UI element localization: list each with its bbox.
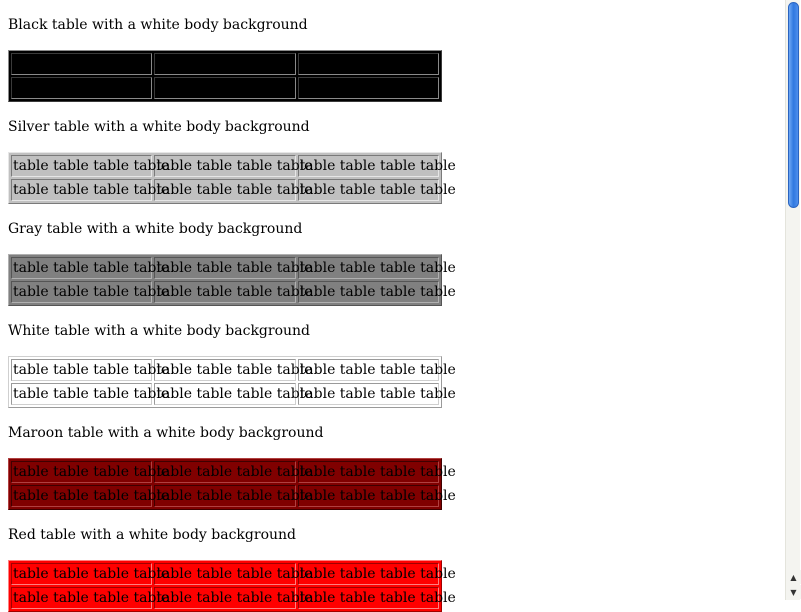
- section-label: Gray table with a white body background: [8, 221, 303, 237]
- table-cell: [298, 53, 439, 75]
- table-cell: table table table table: [11, 485, 152, 507]
- color-table: [8, 356, 456, 408]
- table-cell: table table table table: [154, 257, 295, 279]
- table-cell: table table table table: [154, 485, 295, 507]
- table-row: [11, 563, 439, 585]
- table-cell: [298, 77, 439, 99]
- table-row: [11, 179, 439, 201]
- table-cell: table table table table: [154, 179, 295, 201]
- section-label: Silver table with a white body background: [8, 119, 310, 135]
- table-row: [11, 257, 439, 279]
- table-cell: [11, 53, 152, 75]
- scroll-down-button[interactable]: [786, 585, 801, 599]
- table-row: [11, 383, 439, 405]
- table-cell: table table table table: [298, 383, 439, 405]
- table-cell: table table table table: [154, 383, 295, 405]
- table-row: [11, 281, 439, 303]
- table-cell: table table table table: [154, 281, 295, 303]
- table-cell: table table table table: [298, 461, 439, 483]
- table-row: [11, 155, 439, 177]
- page-content: [8, 0, 785, 612]
- table-row: [11, 77, 439, 99]
- table-cell: table table table table: [298, 359, 439, 381]
- table-cell: table table table table: [298, 155, 439, 177]
- table-row: [11, 359, 439, 381]
- table-cell: table table table table: [11, 461, 152, 483]
- table-cell: [154, 77, 295, 99]
- table-cell: table table table table: [11, 179, 152, 201]
- table-cell: table table table table: [11, 359, 152, 381]
- color-table: [8, 152, 456, 204]
- color-table: [8, 50, 442, 102]
- section-label: White table with a white body background: [8, 323, 311, 339]
- table-cell: table table table table: [11, 281, 152, 303]
- table-cell: table table table table: [11, 155, 152, 177]
- table-cell: table table table table: [154, 155, 295, 177]
- scroll-up-button[interactable]: [786, 570, 801, 584]
- table-cell: table table table table: [11, 563, 152, 585]
- table-cell: table table table table: [11, 587, 152, 609]
- section-label: Maroon table with a white body background: [8, 425, 324, 441]
- table-cell: table table table table: [298, 485, 439, 507]
- scrollbar-track[interactable]: [786, 0, 801, 570]
- table-row: [11, 587, 439, 609]
- table-cell: table table table table: [298, 257, 439, 279]
- section-label: Black table with a white body background: [8, 17, 308, 33]
- table-cell: [154, 53, 295, 75]
- table-cell: table table table table: [298, 179, 439, 201]
- table-cell: table table table table: [154, 587, 295, 609]
- table-cell: [11, 77, 152, 99]
- section-label: Red table with a white body background: [8, 527, 296, 543]
- table-cell: table table table table: [298, 281, 439, 303]
- table-cell: table table table table: [11, 257, 152, 279]
- scrollbar-thumb[interactable]: [788, 2, 799, 208]
- table-cell: table table table table: [154, 563, 295, 585]
- table-cell: table table table table: [154, 359, 295, 381]
- color-table: [8, 458, 456, 510]
- table-row: [11, 53, 439, 75]
- color-table: [8, 560, 456, 612]
- table-row: [11, 461, 439, 483]
- table-cell: table table table table: [11, 383, 152, 405]
- vertical-scrollbar[interactable]: [785, 0, 800, 600]
- table-cell: table table table table: [298, 563, 439, 585]
- table-row: [11, 485, 439, 507]
- arrow-up-icon: ▲: [790, 572, 797, 582]
- color-table: [8, 254, 456, 306]
- arrow-down-icon: ▼: [790, 587, 797, 597]
- table-cell: table table table table: [298, 587, 439, 609]
- table-cell: table table table table: [154, 461, 295, 483]
